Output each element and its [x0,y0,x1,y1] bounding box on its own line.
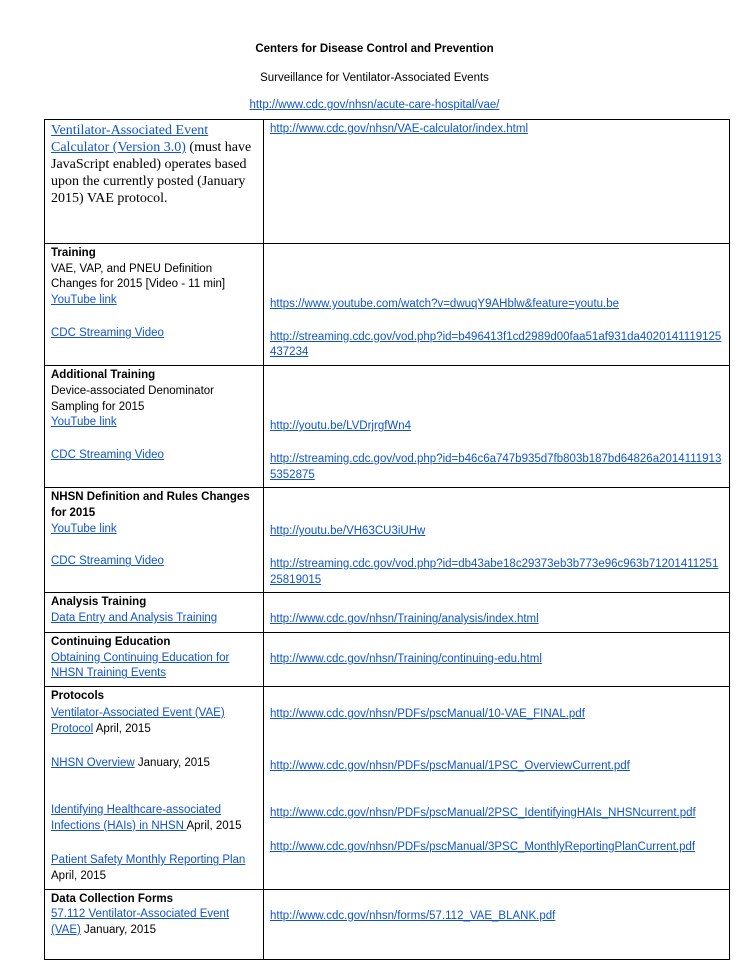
additional-training-youtube-link[interactable]: YouTube link [51,416,117,429]
vae-protocol-link[interactable]: Ventilator-Associated Event (VAE) Protocol [51,706,225,735]
nhsn-overview-link[interactable]: NHSN Overview [51,757,135,770]
training-youtube-link[interactable]: YouTube link [51,294,117,307]
nhsn-changes-youtube-link[interactable]: YouTube link [51,522,117,535]
nhsn-changes-cdc-video-link[interactable]: CDC Streaming Video [51,555,164,568]
table-row [45,687,730,890]
additional-training-description: Device-associated Denominator Sampling for 2015 [51,384,214,413]
table-row [45,889,730,959]
nhsn-overview-date: January, 2015 [134,757,210,770]
continuing-ed-heading: Continuing Education [51,636,171,649]
identifying-hais-url[interactable]: http://www.cdc.gov/nhsn/PDFs/pscManual/2PSC_IdentifyingHAIs_NHSNcurrent.pdf [270,806,696,819]
training-description: VAE, VAP, and PNEU Definition Changes for 2015 [Video - 11 min] [51,262,226,291]
vae-protocol-date: April, 2015 [93,722,151,735]
identifying-hais-link[interactable]: Identifying Healthcare-associated Infections (HAIs) in NHSN [51,803,222,832]
continuing-ed-url[interactable]: http://www.cdc.gov/nhsn/Training/continuing-edu.html [270,653,542,666]
table-row [45,244,730,366]
additional-training-cdc-video-url[interactable]: http://streaming.cdc.gov/vod.php?id=b46c6a747b935d7fb803b187bd64826a20141119135352875 [270,452,722,481]
nhsn-overview-url[interactable]: http://www.cdc.gov/nhsn/PDFs/pscManual/1PSC_OverviewCurrent.pdf [270,759,630,772]
table-row [45,366,730,488]
table-row [45,633,730,687]
nhsn-changes-cdc-video-url[interactable]: http://streaming.cdc.gov/vod.php?id=db43abe18c29373eb3b773e96c963b7120141125125819015 [270,557,719,586]
vae-form-link[interactable]: 57.112 Ventilator-Associated Event (VAE) [51,908,230,937]
vae-protocol-url[interactable]: http://www.cdc.gov/nhsn/PDFs/pscManual/10-VAE_FINAL.pdf [270,708,585,721]
table-row [45,488,730,593]
calculator-description: (must have JavaScript enabled) operates based upon the currently posted (January 2015) VAE protocol. [51,140,252,206]
analysis-training-link[interactable]: Data Entry and Analysis Training [51,612,218,625]
table-row [45,593,730,633]
protocols-heading: Protocols [51,690,105,703]
vae-form-date: January, 2015 [80,924,157,937]
training-youtube-url[interactable]: https://www.youtube.com/watch?v=dwuqY9AHblw&feature=youtu.be [270,298,620,310]
continuing-ed-link[interactable]: Obtaining Continuing Education for NHSN Training Events [51,651,230,680]
resource-table [44,119,730,960]
training-heading: Training [51,247,96,259]
nhsn-changes-heading: NHSN Definition and Rules Changes for 2015 [51,491,250,519]
training-cdc-video-url[interactable]: http://streaming.cdc.gov/vod.php?id=b496413f1cd2989d00faa51af931da4020141119125437234 [270,330,722,359]
vae-page-link[interactable]: http://www.cdc.gov/nhsn/acute-care-hospital/vae/ [249,99,500,111]
monthly-reporting-plan-link[interactable]: Patient Safety Monthly Reporting Plan [51,854,246,867]
additional-training-cdc-video-link[interactable]: CDC Streaming Video [51,448,164,461]
vae-calculator-link[interactable]: Ventilator-Associated Event Calculator (Version 3.0) [51,123,209,155]
training-cdc-video-link[interactable]: CDC Streaming Video [51,326,164,339]
page-subtitle: Surveillance for Ventilator-Associated Events [260,72,489,84]
additional-training-heading: Additional Training [51,369,156,382]
monthly-reporting-plan-date: April, 2015 [51,870,106,883]
page-title: Centers for Disease Control and Prevention [255,43,494,55]
forms-heading: Data Collection Forms [51,892,174,905]
vae-calculator-url[interactable]: http://www.cdc.gov/nhsn/VAE-calculator/index.html [270,123,529,135]
monthly-reporting-plan-url[interactable]: http://www.cdc.gov/nhsn/PDFs/pscManual/3PSC_MonthlyReportingPlanCurrent.pdf [270,841,696,854]
table-row [45,120,730,244]
identifying-hais-date: April, 2015 [186,819,242,832]
vae-form-url[interactable]: http://www.cdc.gov/nhsn/forms/57.112_VAE_BLANK.pdf [270,909,556,922]
nhsn-changes-youtube-url[interactable]: http://youtu.be/VH63CU3iUHw [270,525,426,538]
additional-training-youtube-url[interactable]: http://youtu.be/LVDrjrgfWn4 [270,420,412,433]
analysis-heading: Analysis Training [51,596,147,609]
analysis-training-url[interactable]: http://www.cdc.gov/nhsn/Training/analysis/index.html [270,613,539,626]
